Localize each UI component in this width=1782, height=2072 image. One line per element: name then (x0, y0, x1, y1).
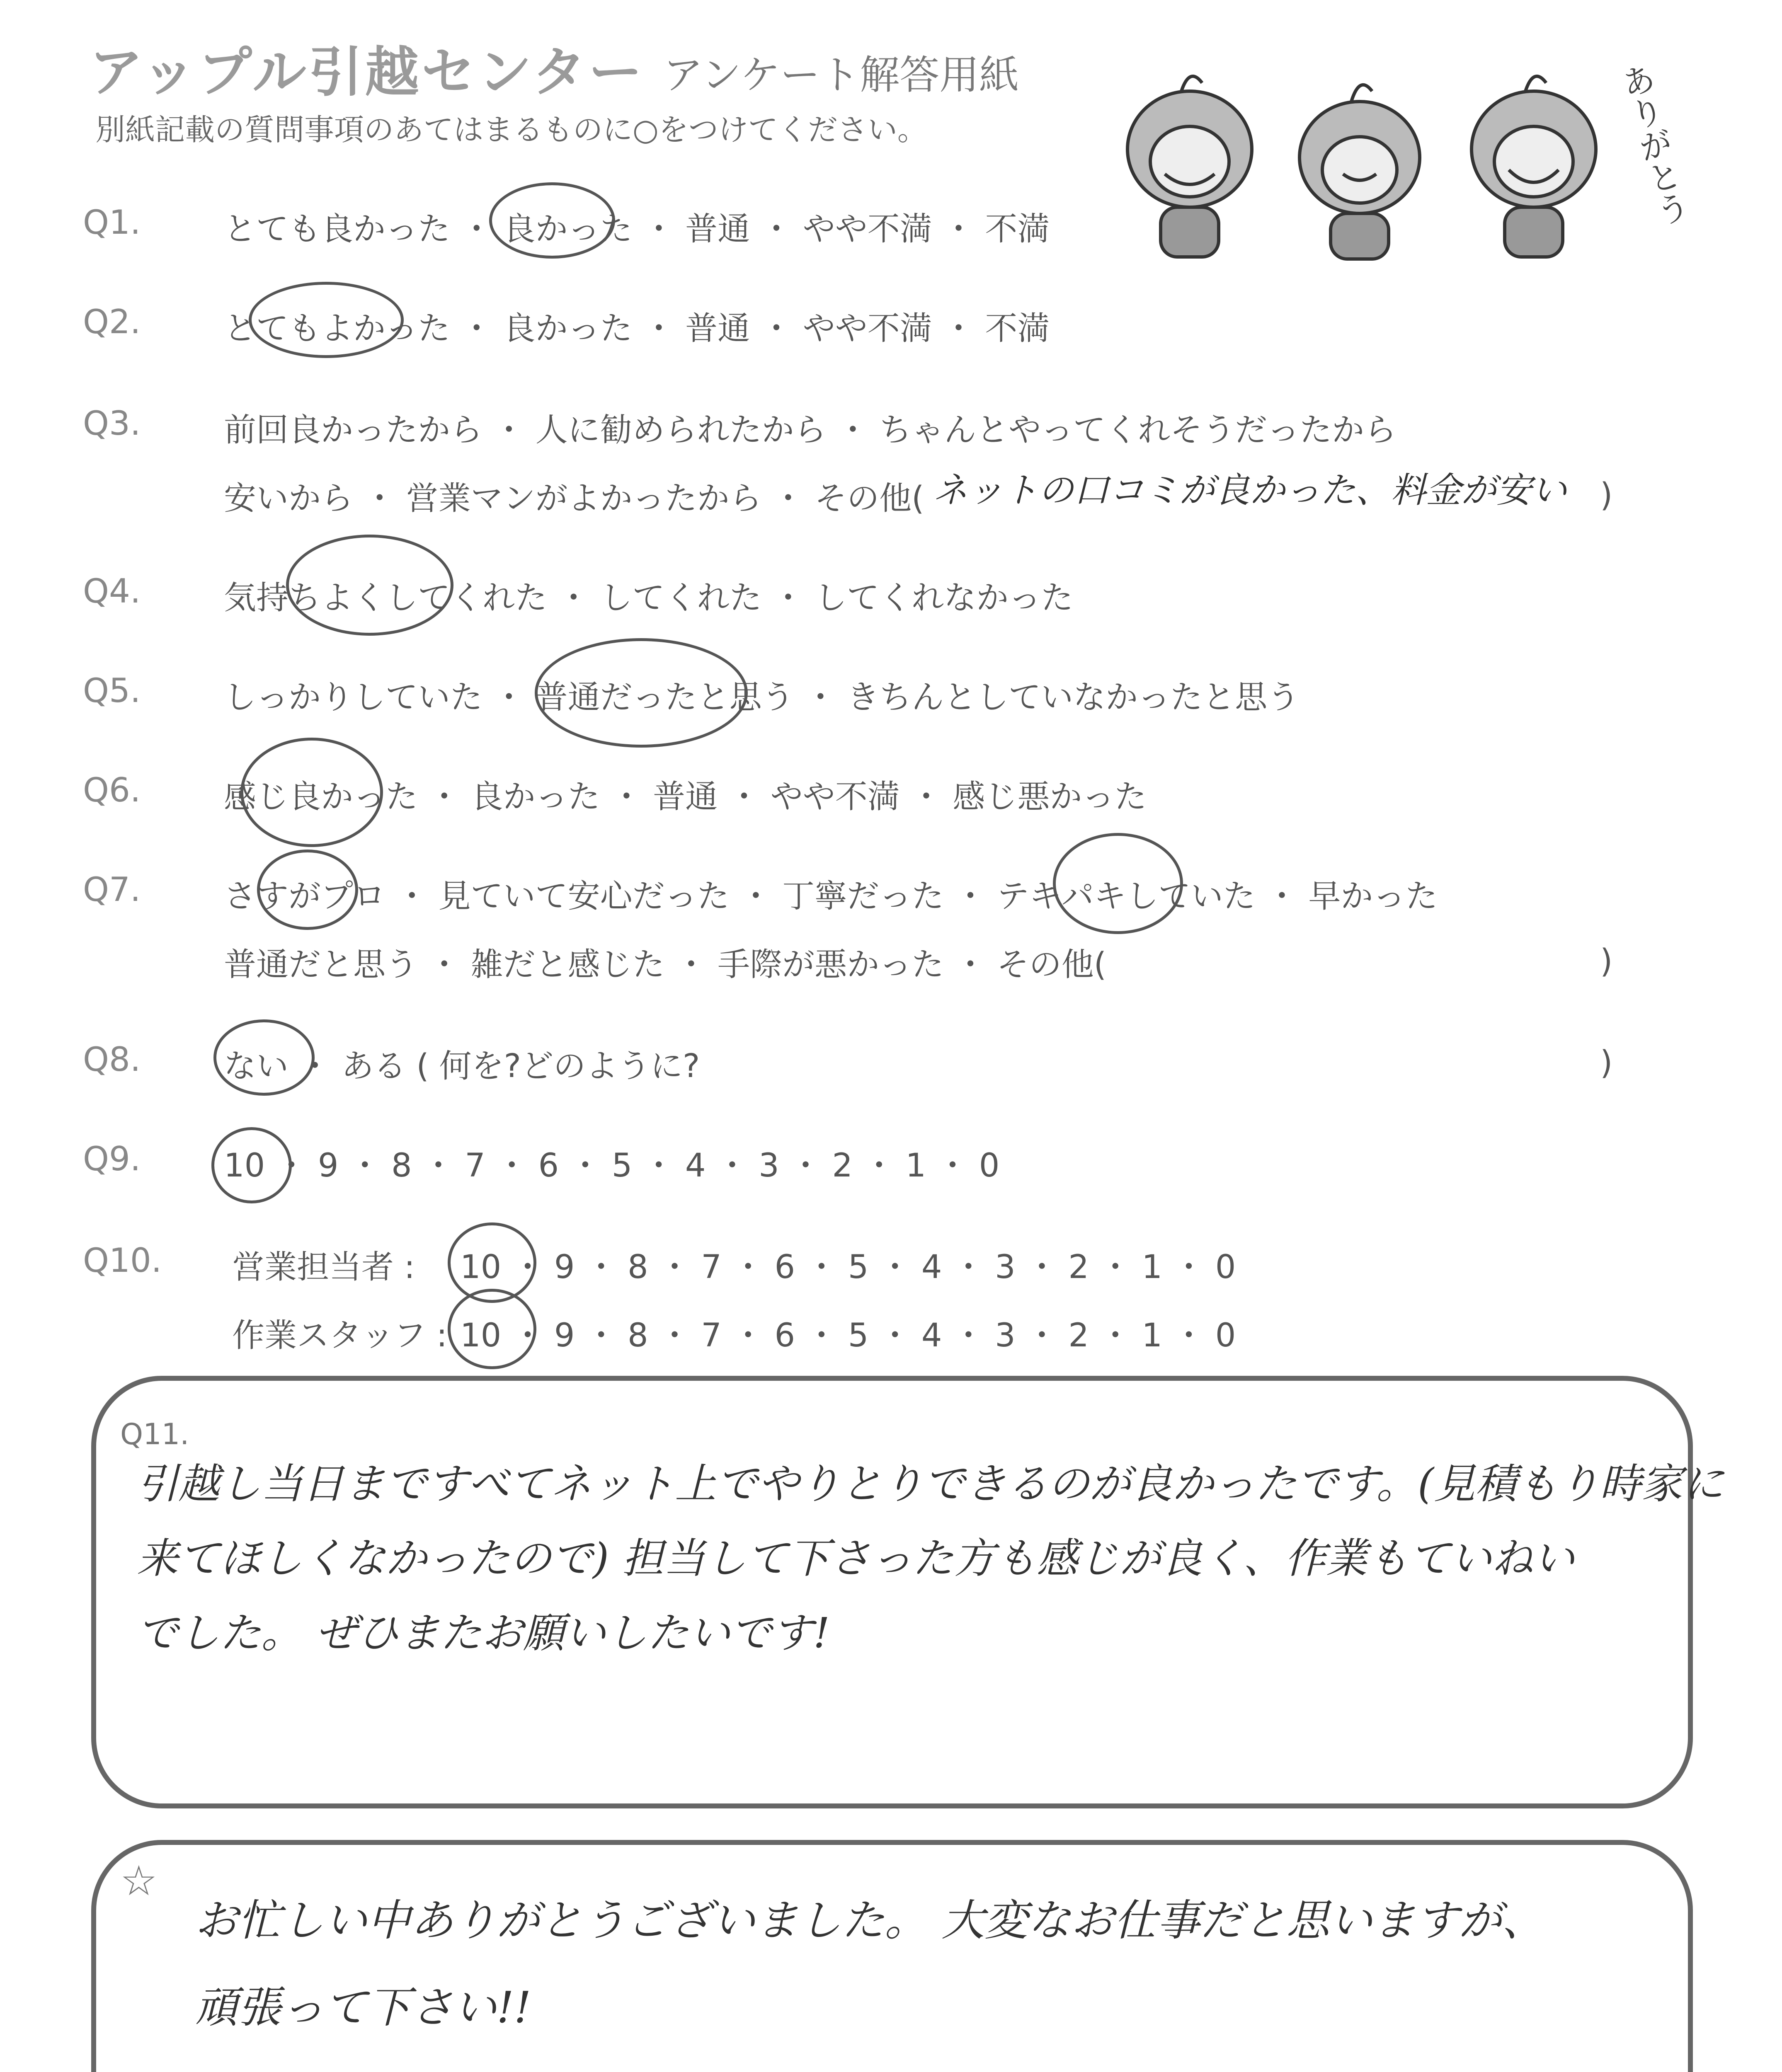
question-number: Q4. (83, 572, 141, 610)
mascot-illustration (1119, 50, 1679, 265)
close-paren: ) (1600, 1044, 1613, 1082)
monkey-icon (1472, 76, 1596, 257)
question-options: ない ・ ある ( 何を?どのように? (224, 1048, 700, 1085)
question-number: Q1. (83, 203, 141, 242)
question-number: Q9. (83, 1140, 141, 1178)
question-number: Q7. (83, 870, 141, 909)
q11-label: Q11. (120, 1417, 189, 1451)
question-options: 前回良かったから ・ 人に勧められたから ・ ちゃんとやってくれそうだったから (224, 411, 1397, 449)
q11-comment-line: 引越し当日まですべてネット上でやりとりできるのが良かったです。(見積もり時家に (137, 1460, 1724, 1508)
company-name: アップル引越センター (89, 41, 645, 104)
question-options: さすがプロ ・ 見ていて安心だった ・ 丁寧だった ・ テキパキしていた ・ 早かった (224, 878, 1438, 915)
answer-circle (211, 1127, 292, 1203)
question-options: 10 ・ 9 ・ 8 ・ 7 ・ 6 ・ 5 ・ 4 ・ 3 ・ 2 ・ 1 ・ 0 (224, 1147, 1000, 1184)
answer-circle (448, 1289, 536, 1369)
question-options: しっかりしていた ・ 普通だったと思う ・ きちんとしていなかったと思う (224, 679, 1300, 716)
question-options: 気持ちよくしてくれた ・ してくれた ・ してくれなかった (224, 579, 1074, 617)
sales-rating-label: 営業担当者 : (232, 1249, 415, 1286)
message-line: 頑張って下さい!! (195, 1982, 531, 2033)
q11-comment-line: 来てほしくなかったので) 担当して下さった方も感じが良く、作業もていねい (137, 1534, 1575, 1583)
question-options: 感じ良かった ・ 良かった ・ 普通 ・ やや不満 ・ 感じ悪かった (224, 778, 1147, 816)
answer-circle (535, 638, 748, 748)
question-number: Q8. (83, 1040, 141, 1079)
mascot-caption: ありがとう (1612, 60, 1693, 230)
question-number: Q2. (83, 303, 141, 341)
form-title: アンケート解答用紙 (663, 52, 1019, 98)
monkey-icon (1127, 76, 1252, 257)
question-options: とても良かった ・ 良かった ・ 普通 ・ やや不満 ・ 不満 (224, 211, 1050, 248)
question-number: Q5. (83, 671, 141, 710)
question-number: Q10. (83, 1241, 162, 1280)
answer-circle (213, 1019, 315, 1096)
question-number: Q3. (83, 404, 141, 443)
star-icon: ☆ (120, 1857, 158, 1905)
close-paren: ) (1600, 477, 1613, 514)
staff-rating-label: 作業スタッフ : (232, 1317, 448, 1354)
staff-rating-scale: 10 ・ 9 ・ 8 ・ 7 ・ 6 ・ 5 ・ 4 ・ 3 ・ 2 ・ 1 ・ 0 (460, 1317, 1236, 1354)
message-line: お忙しい中ありがとうございました。 大変なお仕事だと思いますが、 (195, 1895, 1545, 1946)
answer-circle (489, 182, 615, 259)
instructions: 別紙記載の質問事項のあてはまるものに○をつけてください。 (95, 112, 927, 147)
answer-circle (249, 282, 404, 358)
message-box (91, 1840, 1693, 2072)
close-paren: ) (1600, 943, 1613, 980)
answer-circle (257, 850, 358, 930)
question-options-2: 普通だと思う ・ 雑だと感じた ・ 手際が悪かった ・ その他( (224, 946, 1107, 983)
handwritten-other: ネットの口コミが良かった、料金が安い (933, 470, 1567, 511)
q11-comment-line: でした。 ぜひまたお願いしたいです! (137, 1609, 830, 1657)
question-number: Q6. (83, 771, 141, 809)
question-options: とてもよかった ・ 良かった ・ 普通 ・ やや不満 ・ 不満 (224, 310, 1050, 347)
q11-comment-box (91, 1376, 1693, 1808)
answer-circle (240, 738, 383, 847)
question-options-2: 安いから ・ 営業マンがよかったから ・ その他( (224, 480, 924, 517)
answer-circle (1053, 833, 1183, 934)
sales-rating-scale: 10 ・ 9 ・ 8 ・ 7 ・ 6 ・ 5 ・ 4 ・ 3 ・ 2 ・ 1 ・ 0 (460, 1249, 1236, 1286)
monkey-icon (1300, 85, 1420, 259)
answer-circle (286, 535, 453, 636)
